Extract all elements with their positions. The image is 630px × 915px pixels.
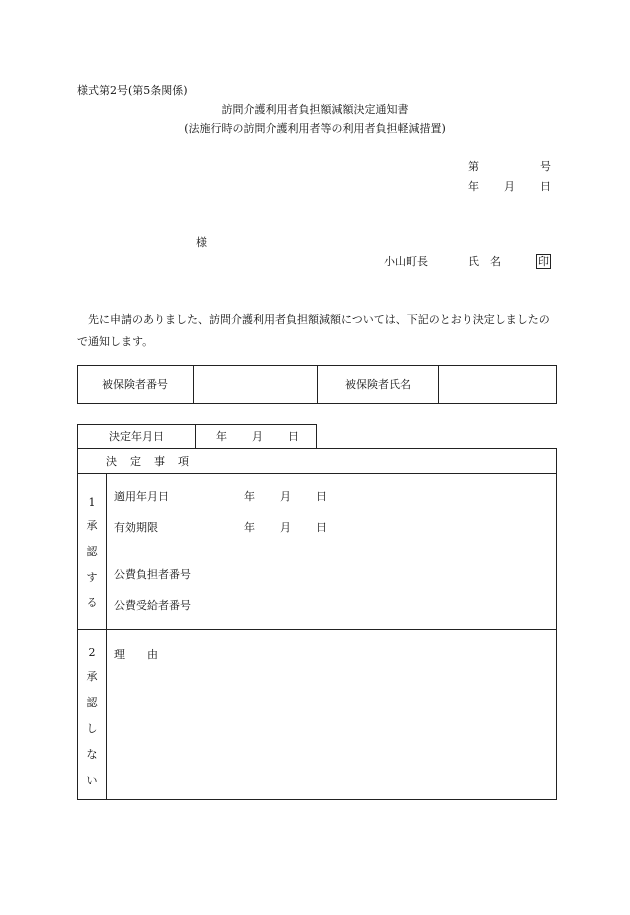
- section-divider: [77, 629, 557, 630]
- reject-label-char: 認: [86, 696, 98, 709]
- reject-section-number: 2: [88, 646, 96, 659]
- seal-mark: [536, 254, 551, 269]
- issuer-name-label: 氏 名: [468, 255, 501, 268]
- date-year: 年: [468, 180, 479, 193]
- decision-date-month: 月: [252, 430, 263, 443]
- approve-label-char: 承: [86, 519, 98, 532]
- form-number: 様式第2号(第5条関係): [77, 84, 188, 97]
- insured-divider-1: [193, 365, 194, 404]
- addressee-suffix: 様: [196, 236, 207, 249]
- notice-body-text: 先に申請のありました、訪問介護利用者負担額減額については、下記のとおり決定しましたので通知します。: [77, 313, 550, 348]
- reject-label-char: い: [86, 774, 98, 787]
- reject-label-char: 承: [86, 670, 98, 683]
- reject-label-char: し: [86, 722, 98, 735]
- decision-items-header: 決 定 事 項: [106, 455, 190, 468]
- insured-name-label: 被保険者氏名: [345, 378, 411, 391]
- decision-date-day: 日: [288, 430, 299, 443]
- insured-number-label: 被保険者番号: [102, 378, 168, 391]
- approve-label-char: す: [86, 571, 98, 584]
- approve-section-number: 1: [88, 496, 96, 509]
- decision-date-year: 年: [216, 430, 227, 443]
- payer-number-label: 公費負担者番号: [114, 568, 191, 581]
- start-date-year: 年: [244, 490, 255, 503]
- doc-number-prefix: 第: [468, 160, 479, 173]
- date-month: 月: [504, 180, 515, 193]
- seal-text: 印: [538, 255, 549, 268]
- valid-until-year: 年: [244, 521, 255, 534]
- doc-number-suffix: 号: [540, 160, 551, 173]
- approve-label-char: 認: [86, 545, 98, 558]
- date-day: 日: [540, 180, 551, 193]
- insured-divider-3: [438, 365, 439, 404]
- document-title: 訪問介護利用者負担額減額決定通知書: [221, 103, 409, 116]
- valid-until-day: 日: [316, 521, 327, 534]
- valid-until-label: 有効期限: [114, 521, 158, 534]
- decision-date-label: 決定年月日: [109, 430, 164, 443]
- start-date-month: 月: [280, 490, 291, 503]
- reject-label-char: な: [86, 748, 98, 761]
- decision-date-divider: [195, 424, 196, 448]
- document-subtitle: (法施行時の訪問介護利用者等の利用者負担軽減措置): [184, 122, 446, 135]
- issuer-title: 小山町長: [384, 255, 428, 268]
- start-date-label: 適用年月日: [114, 490, 169, 503]
- decision-header-divider: [77, 473, 557, 474]
- reason-label: 理 由: [114, 648, 158, 661]
- start-date-day: 日: [316, 490, 327, 503]
- approve-label-char: る: [86, 596, 98, 609]
- recipient-number-label: 公費受給者番号: [114, 599, 191, 612]
- valid-until-month: 月: [280, 521, 291, 534]
